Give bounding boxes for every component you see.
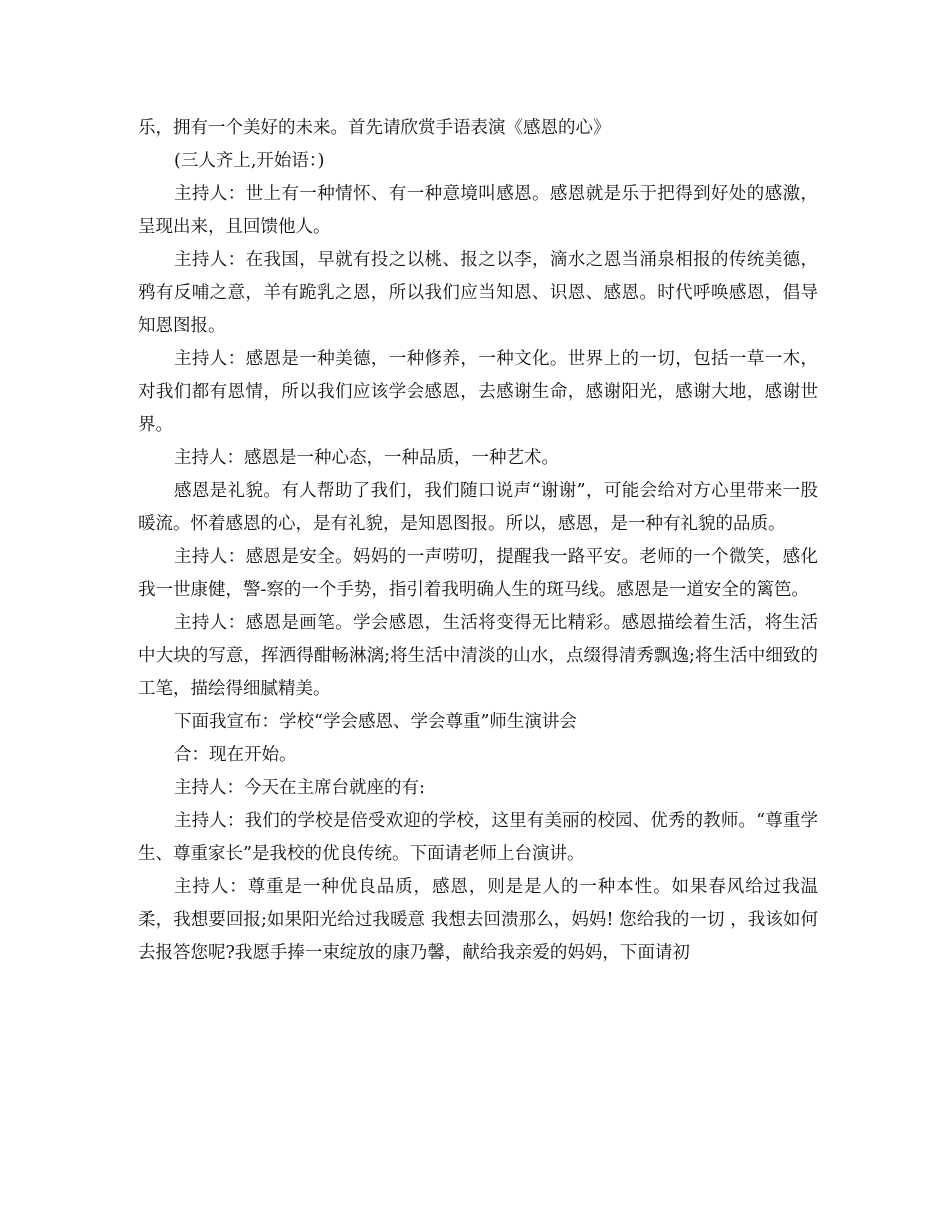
paragraph-10: 下面我宣布：学校“学会感恩、学会尊重”师生演讲会 [174,712,577,732]
paragraph-11: 合：现在开始。 [174,745,297,765]
paragraph-7: 感恩是礼貌。有人帮助了我们，我们随口说声“谢谢”，可能会给对方心里带来一股暖流。怀着感恩的心，是有礼貌，是知恩图报。所以，感恩，是一种有礼貌的品质。 [138,481,818,534]
paragraph-5: 主持人：感恩是一种美德，一种修养，一种文化。世界上的一切，包括一草一木，对我们都有恩情，所以我们应该学会感恩，去感谢生命，感谢阳光，感谢大地，感谢世界。 [138,349,818,435]
paragraph-6: 主持人：感恩是一种心态，一种品质，一种艺术。 [174,448,559,468]
paragraph-9: 主持人：感恩是画笔。学会感恩，生活将变得无比精彩。感恩描绘着生活，将生活中大块的写意，挥洒得酣畅淋漓;将生活中清淡的山水，点缀得清秀飘逸;将生活中细致的工笔，描绘得细腻精美。 [138,613,818,699]
document-page [138,112,818,970]
paragraph-2: (三人齐上,开始语：) [174,151,325,171]
paragraph-1: 乐，拥有一个美好的未来。首先请欣赏手语表演《感恩的心》 [138,118,611,138]
paragraph-8: 主持人：感恩是安全。妈妈的一声唠叨，提醒我一路平安。老师的一个微笑，感化我一世康健，警-察的一个手势，指引着我明确人生的斑马线。感恩是一道安全的篱笆。 [138,547,818,600]
paragraph-4: 主持人：在我国，早就有投之以桃、报之以李，滴水之恩当涌泉相报的传统美德，鸦有反哺之意，羊有跪乳之恩，所以我们应当知恩、识恩、感恩。时代呼唤感恩，倡导知恩图报。 [138,250,818,336]
paragraph-12: 主持人：今天在主席台就座的有: [174,778,425,798]
paragraph-3: 主持人：世上有一种情怀、有一种意境叫感恩。感恩就是乐于把得到好处的感激，呈现出来，且回馈他人。 [138,184,818,237]
paragraph-14: 主持人：尊重是一种优良品质，感恩，则是是人的一种本性。如果春风给过我温柔，我想要回报;如果阳光给过我暖意 我想去回溃那么，妈妈! 您给我的一切 ，我该如何去报答您呢?我愿手捧一束绽放的康乃馨，献给我亲爱的妈妈，下面请初 [138,877,818,963]
paragraph-13: 主持人：我们的学校是倍受欢迎的学校，这里有美丽的校园、优秀的教师。“尊重学生、尊重家长”是我校的优良传统。下面请老师上台演讲。 [138,811,818,864]
